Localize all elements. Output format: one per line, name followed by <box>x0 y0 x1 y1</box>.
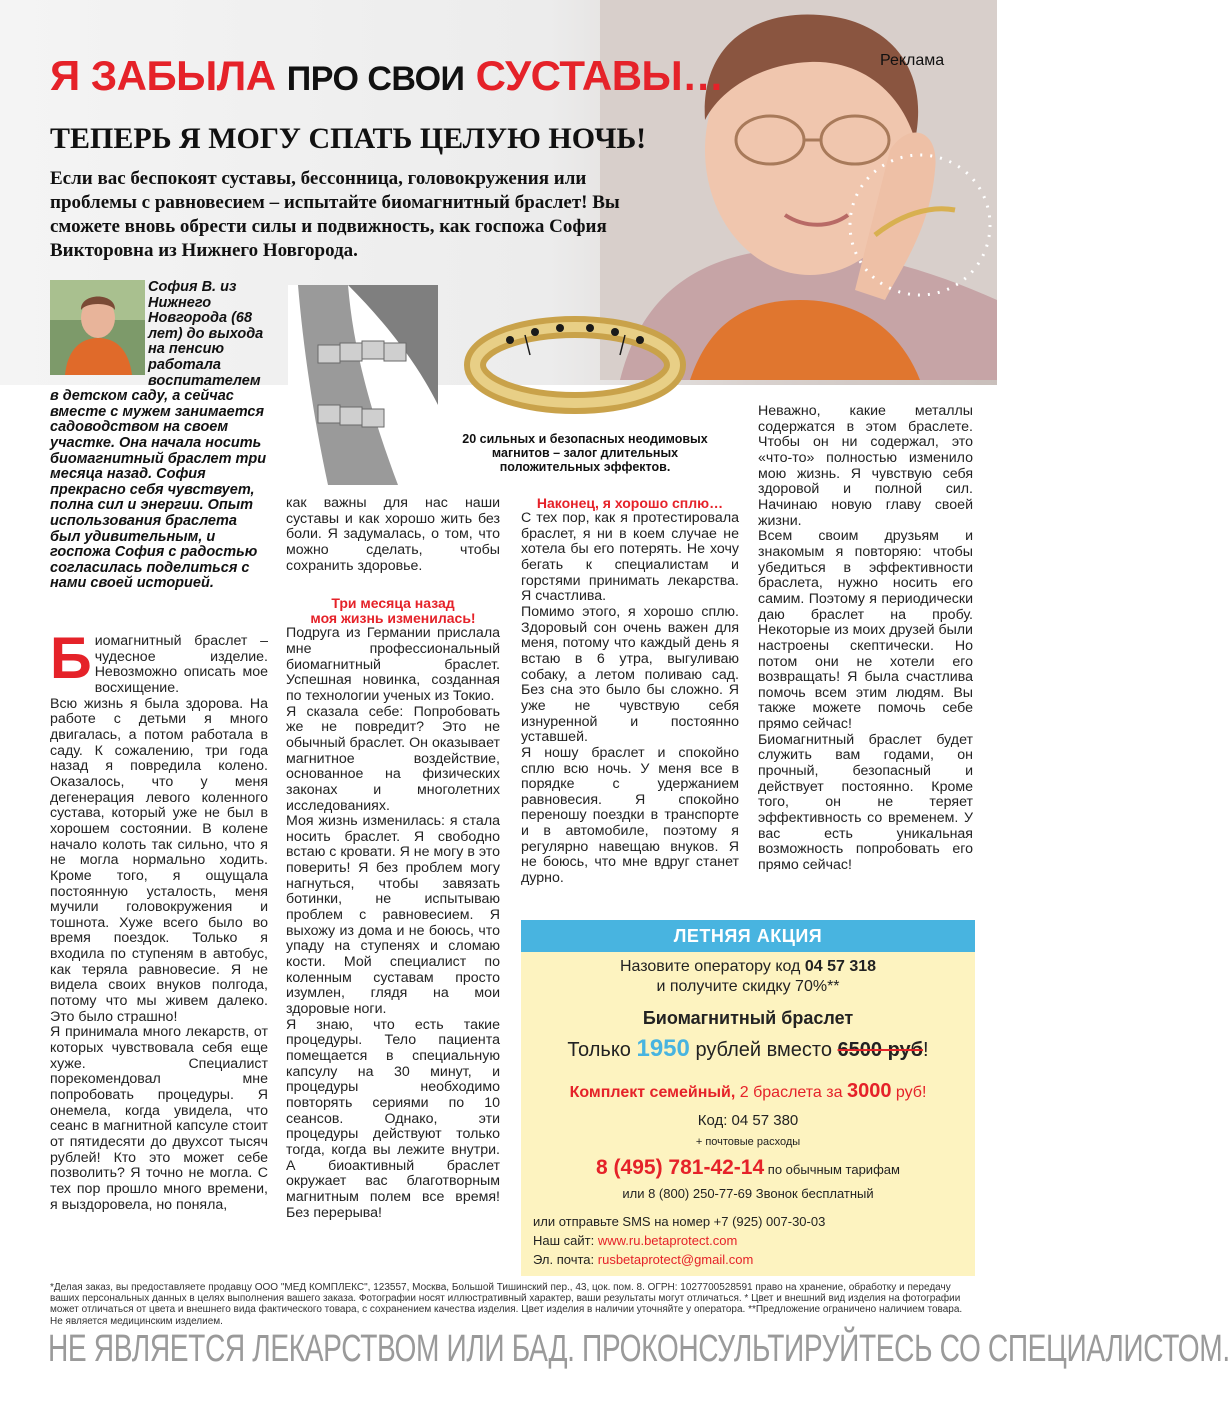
price-new: 1950 <box>636 1035 690 1062</box>
headline-part-3: СУСТАВЫ… <box>475 52 724 99</box>
promo-product: Биомагнитный браслет <box>642 1008 854 1028</box>
subheadline: ТЕПЕРЬ Я МОГУ СПАТЬ ЦЕЛУЮ НОЧЬ! <box>50 122 647 155</box>
column1-p3: Я принимала много лекарств, от которых чувствовала себя еще хуже. Специалист порекомендовал мне попробовать процедуры. Я онемела, когда увидела, что сеанс в магнитной капсуле стоит от пятидесяти до двухсот тысяч рублей! Кто это может себе позволить? Я точно не могла. С тех пор прошло много времени, я выздоровела, но поняла, <box>50 1024 268 1213</box>
column2-p4: Моя жизнь изменилась: я стала носить браслет. Я свободно встаю с кровати. Я не могу в это поверить! Я без проблем могу нагнуться, чтобы завязать ботинки, не испытываю проблем с равновесием. Я выхожу из дома и не боюсь, что упаду на ступенях и сломаю кости. Мой специалист по коленным суставам просто изумлен, глядя на мои здоровые ноги. <box>286 813 500 1018</box>
column3-p2: Помимо этого, я хорошо сплю. Здоровый сон очень важен для меня, потому что каждый день я встаю в 6 утра, выгуливаю собаку, а летом поливаю сад. Без сна это было бы сложно. Я уже не чувствую себя изнуренной и постоянно уставшей. <box>521 603 739 746</box>
price-exclamation: ! <box>923 1039 929 1061</box>
column2-p3: Я сказала себе: Попробовать же не повредит? Это не обычный браслет. Он оказывает магнитное воздействие, основанное на физических законах и многолетних исследованиях. <box>286 703 500 814</box>
promo-family-line <box>521 1080 975 1103</box>
site-label: Наш сайт: <box>533 1233 595 1248</box>
column4-p1: Неважно, какие металлы содержатся в этом браслете. Чтобы он ни содержал, это «что-то» полностью изменило мою жизнь. Я чувствую себя здоровой и полной сил. Начинаю новую главу своей жизни. <box>758 403 973 529</box>
medical-disclaimer: НЕ ЯВЛЯЕТСЯ ЛЕКАРСТВОМ ИЛИ БАД. ПРОКОНСУЛЬТИРУЙТЕСЬ СО СПЕЦИАЛИСТОМ. <box>48 1328 1230 1370</box>
price-old: 6500 руб <box>837 1039 924 1061</box>
column3-p3: Я ношу браслет и спокойно сплю всю ночь. У меня все в порядке с удержанием равновесия. Я спокойно переношу поездки в транспорте и в автомобиле, поэтому я регулярно навещаю внуков. Я не боюсь, что мне вдруг станет дурно. <box>521 744 739 887</box>
promo-email-line <box>533 1252 987 1267</box>
column2-p1: как важны для нас наши суставы и как хорошо жить без боли. Я задумалась, о том, что можно сделать, чтобы сохранить здоровье. <box>286 495 500 574</box>
heading-line-1: Три месяца назад <box>331 595 455 612</box>
promo-site-line <box>533 1233 987 1248</box>
headline-part-1: Я ЗАБЫЛА <box>50 52 276 99</box>
price-prefix: Только <box>567 1039 631 1061</box>
family-price: 3000 <box>846 1080 892 1102</box>
headline <box>50 52 724 100</box>
column3-p1: С тех пор, как я протестировала браслет, я ни в коем случае не хотела бы его потерять. Не хочу бегать к специалистам и горстями принимать лекарства. Я счастлива. <box>521 510 739 605</box>
promo-code: 04 57 318 <box>804 958 877 975</box>
promo-phone[interactable]: 8 (495) 781-42-14 <box>596 1156 765 1179</box>
promo-banner: ЛЕТНЯЯ АКЦИЯ <box>521 920 975 952</box>
price-mid: рублей вместо <box>695 1039 832 1061</box>
article-column-3 <box>521 496 739 887</box>
email-label: Эл. почта: <box>533 1252 595 1267</box>
site-link[interactable]: www.ru.betaprotect.com <box>597 1233 738 1248</box>
promo-phone-note: по обычным тарифам <box>767 1162 900 1177</box>
legal-footnote: *Делая заказ, вы предоставляете продавцу ООО "МЕД КОМПЛЕКС", 123557, Москва, Большой Тишинский пер., 43, цок. пом. 8. ОГРН: 1027700528591 право на хранение, обработку и передачу ваших персональных данных в целях выполнения вашего заказа. Фотографии носят иллюстративный характер, ваши результаты могут отличаться. * Цвет и внешний вид изделия на фотографии может отличаться от цвета и внешнего вида фактического товара, с сохранением качества изделия. Цвет изделия в наличии уточняйте у оператора. **Предложение ограничено наличием товара. Не является медицинским изделием. <box>50 1282 963 1327</box>
promo-code-prefix: Назовите оператору код <box>619 958 801 975</box>
section-heading-sleep: Наконец, я хорошо сплю… <box>536 495 724 511</box>
column2-p2: Подруга из Германии прислала мне профессиональный биомагнитный браслет. Успешная новинка, созданная по технологии ученых из Токио. <box>286 625 500 704</box>
headline-part-2: ПРО СВОИ <box>286 60 465 98</box>
promo-phone-2[interactable]: или 8 (800) 250-77-69 Звонок бесплатный <box>622 1186 874 1201</box>
bracelet-caption: 20 сильных и безопасных неодимовых магнитов – залог длительных положительных эффектов. <box>462 432 708 474</box>
promo-price-line <box>521 1035 975 1063</box>
heading-line-2: моя жизнь изменилась! <box>310 610 476 627</box>
column1-p2: Всю жизнь я была здорова. На работе с детьми я много двигалась, а потом работала в саду. К сожалению, три года назад я повредила колено. Оказалось, что у меня дегенерация левого коленного сустава, который уже не был в хорошем состоянии. В колене начало колоть так сильно, что я не могла нормально ходить. Кроме того, я ощущала постоянную усталость, меня мучили головокружения и тошнота. Хуже всего было во время поездок. Только я входила по ступеням в автобус, как теряла равновесие. Я не видела своих внуков полгода, потому что мы живем далеко. Это было страшно! <box>50 695 268 1025</box>
gold-bracelet-image <box>470 310 680 430</box>
promo-discount-line: и получите скидку 70%** <box>656 978 840 995</box>
promo-sms[interactable]: или отправьте SMS на номер +7 (925) 007-30-03 <box>533 1214 826 1229</box>
promo-code-line <box>521 958 975 976</box>
photo-spacer <box>50 280 148 380</box>
family-mid: 2 браслета за <box>739 1084 843 1101</box>
ad-label: Реклама <box>880 52 945 69</box>
intro-paragraph: Если вас беспокоят суставы, бессонница, головокружения или проблемы с равновесием – испытайте биомагнитный браслет! Вы сможете вновь обрести силы и подвижность, как госпожа София Викторовна из Нижнего Новгорода. <box>50 168 620 261</box>
article-column-2 <box>286 496 500 1221</box>
section-heading-three-months <box>286 596 500 626</box>
article-column-4 <box>758 404 973 874</box>
family-label: Комплект семейный, <box>569 1084 736 1101</box>
promo-code-2: Код: 04 57 380 <box>697 1112 799 1129</box>
article-column-1 <box>50 626 268 1213</box>
promo-shipping: + почтовые расходы <box>695 1136 801 1148</box>
sofia-bio <box>50 280 270 592</box>
promo-box <box>521 920 975 1276</box>
column4-p3: Биомагнитный браслет будет служить вам годами, он прочный, безопасный и действует постоянно. Кроме того, он не теряет эффективность со временем. У вас есть уникальная возможность попробовать его прямо сейчас! <box>758 731 973 874</box>
family-suffix: руб! <box>895 1084 927 1101</box>
column1-intro <box>50 626 268 697</box>
bracelet-on-wrist-image <box>288 285 438 485</box>
promo-phone-line <box>521 1156 975 1180</box>
column2-p5: Я знаю, что есть такие процедуры. Тело пациента помещается в специальную капсулу на 30 минут, и процедуры необходимо повторять сериями по 10 сеансов. Однако, эти процедуры действуют только тогда, когда вы лежите внутри. А биоактивный браслет окружает вас благотворным магнитным полем все время! Без перерыва! <box>286 1016 500 1221</box>
sofia-bio-text: София В. из Нижнего Новгорода (68 лет) до выхода на пенсию работала воспитателем в детском саду, а сейчас вместе с мужем занимается садоводством на своем участке. Она начала носить биомагнитный браслет три месяца назад. София прекрасно себя чувствует, полна сил и энергии. Опыт использования браслета был удивительным, и госпожа София с радостью согласилась поделиться с нами своей историей. <box>50 279 267 592</box>
column1-p1: иомагнитный браслет – чудесное изделие. Невозможно описать мое восхищение. <box>94 633 268 696</box>
email-link[interactable]: rusbetaprotect@gmail.com <box>597 1252 754 1267</box>
drop-cap: Б <box>50 626 92 691</box>
column4-p2: Всем своим друзьям и знакомым я повторяю: чтобы убедиться в эффективности браслета, нужно носить его самим. Поэтому я периодически даю браслет на пробу. Некоторые из моих друзей были настроены скептически. Но потом они не хотели его возвращать! Я была счастлива помочь всем этим людям. Вы также можете помочь себе прямо сейчас! <box>758 528 973 733</box>
